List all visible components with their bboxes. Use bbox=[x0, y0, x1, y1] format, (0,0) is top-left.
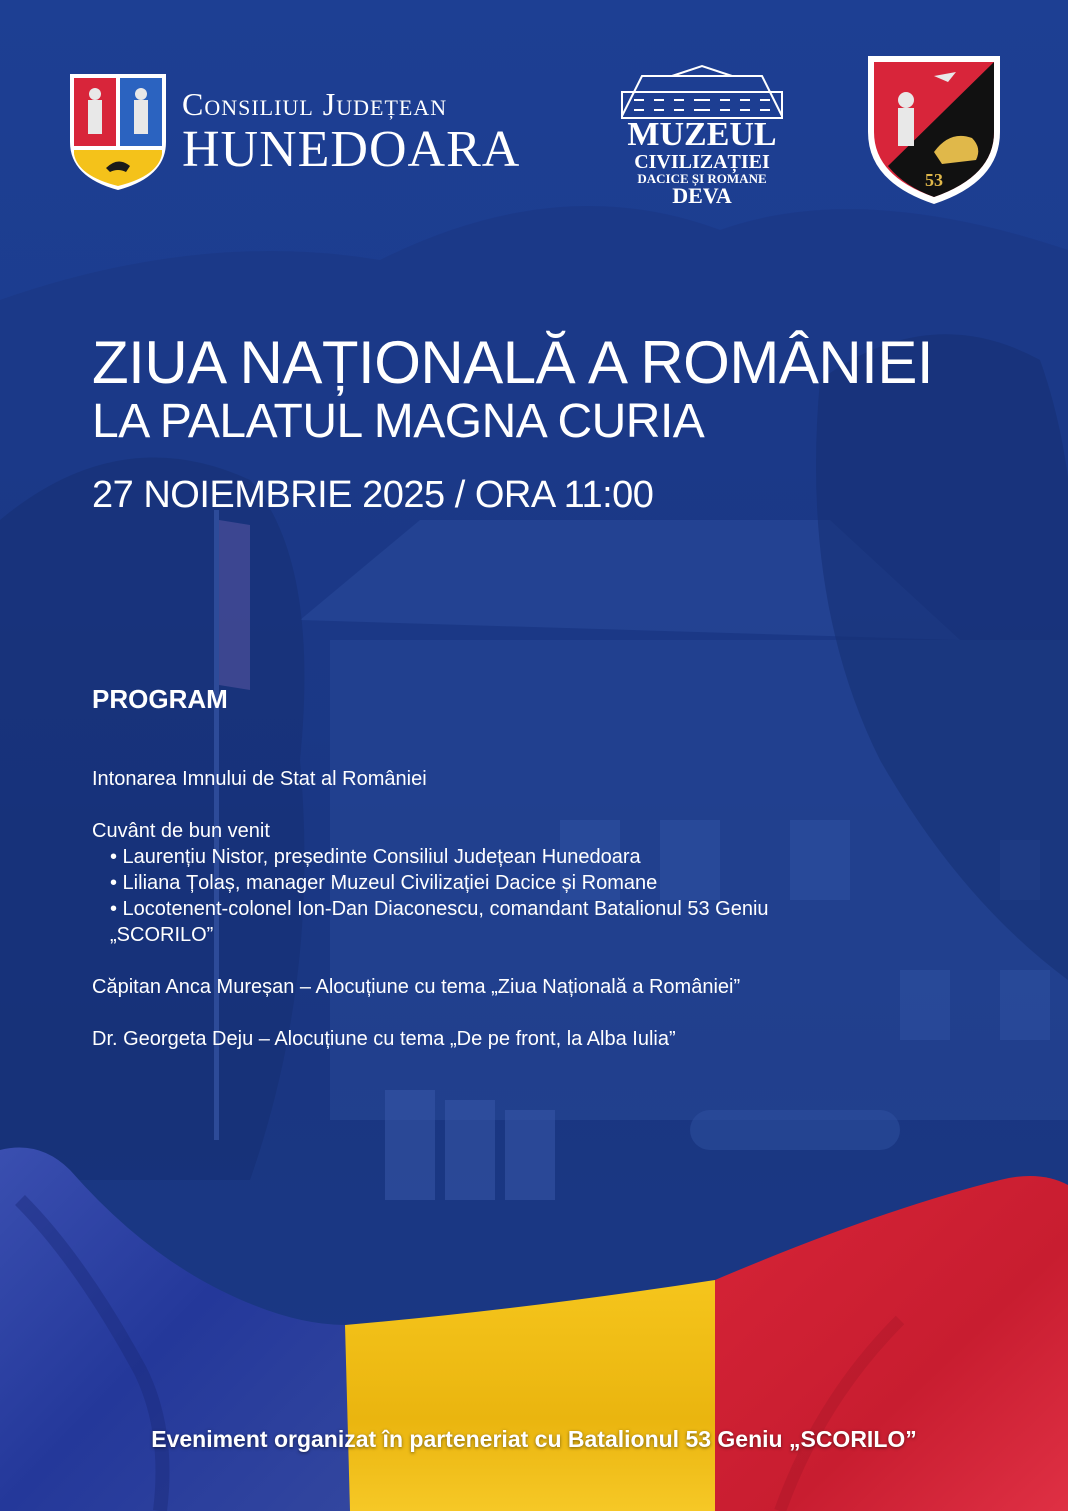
battalion-number: 53 bbox=[925, 170, 943, 190]
program-item-speech-1: Căpitan Anca Mureșan – Alocuțiune cu tema „Ziua Națională a României” bbox=[92, 976, 741, 998]
museum-name bbox=[612, 118, 792, 207]
museum-name-line3: DACICE ȘI ROMANE bbox=[637, 171, 767, 186]
program-bullet-speaker-2: • Liliana Țolaș, manager Muzeul Civilizației Dacice și Romane bbox=[110, 872, 658, 894]
council-name-line1: Consiliul Județean bbox=[182, 86, 448, 122]
museum-name-line2: CIVILIZAȚIEI bbox=[634, 151, 770, 173]
event-date: 27 NOIEMBRIE 2025 / ORA 11:00 bbox=[92, 474, 654, 516]
museum-name-line4: DEVA bbox=[672, 183, 732, 208]
page-title bbox=[92, 330, 1022, 448]
program-bullet-speaker-3: • Locotenent-colonel Ion-Dan Diaconescu, comandant Batalionul 53 Geniu bbox=[110, 898, 769, 920]
county-coat-of-arms-icon bbox=[68, 72, 168, 192]
program-item-speech-2: Dr. Georgeta Deju – Alocuțiune cu tema „De pe front, la Alba Iulia” bbox=[92, 1028, 676, 1050]
title-line1: ZIUA NAȚIONALĂ A ROMÂNIEI bbox=[92, 329, 934, 396]
council-name bbox=[182, 84, 520, 176]
museum-name-line1: MUZEUL bbox=[627, 116, 777, 153]
program-heading: PROGRAM bbox=[92, 684, 228, 714]
battalion-shield-icon bbox=[864, 52, 1004, 208]
program-item-anthem: Intonarea Imnului de Stat al României bbox=[92, 768, 427, 790]
program-list bbox=[92, 766, 992, 1052]
program-bullet-speaker-1: • Laurențiu Nistor, președinte Consiliul Județean Hunedoara bbox=[110, 846, 641, 868]
title-line2: LA PALATUL MAGNA CURIA bbox=[92, 395, 705, 448]
romanian-flag-icon bbox=[0, 1140, 1068, 1511]
footer-partnership: Eveniment organizat în parteneriat cu Batalionul 53 Geniu „SCORILO” bbox=[151, 1426, 917, 1452]
program-bullet-speaker-3-cont: „SCORILO” bbox=[110, 924, 214, 946]
council-name-line2: HUNEDOARA bbox=[182, 121, 521, 178]
program-item-welcome: Cuvânt de bun venit bbox=[92, 820, 270, 842]
